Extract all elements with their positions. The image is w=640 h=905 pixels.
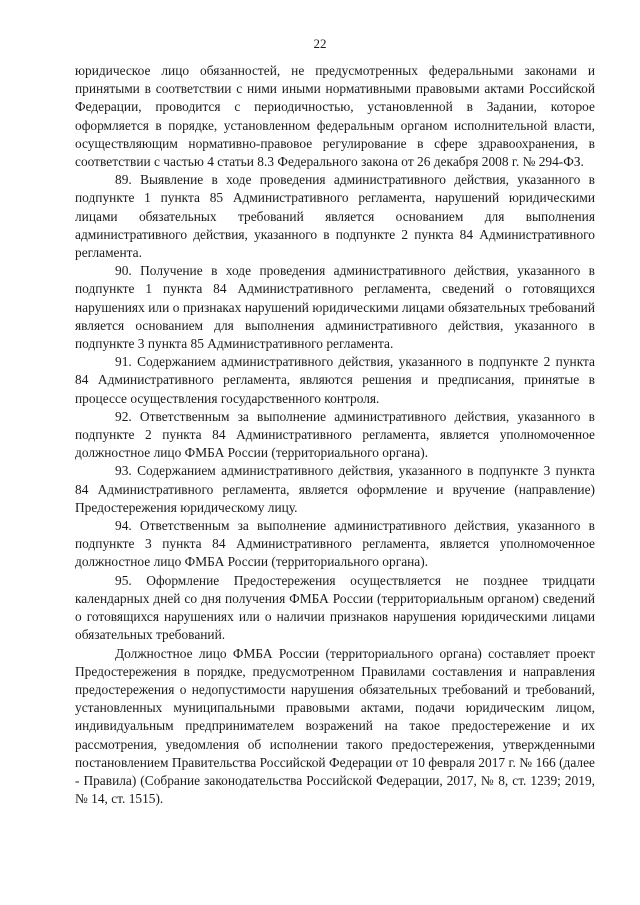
paragraph-93: 93. Содержанием административного действия, указанного в подпункте 3 пункта 84 Административного регламента, является оформление и вручение (направление) Предостережения юридическому лицу. (75, 463, 595, 515)
paragraph-95: 95. Оформление Предостережения осуществляется не позднее тридцати календарных дней со дня получения ФМБА России (территориальным органом) сведений о готовящихся нарушениях или о наличии признаков нарушения юридическими лицами обязательных требований. (75, 572, 595, 643)
paragraph-91: 91. Содержанием административного действия, указанного в подпункте 2 пункта 84 Административного регламента, являются решения и предписания, принятые в процессе осуществления государственного контроля. (75, 354, 595, 406)
paragraph-90: 90. Получение в ходе проведения административного действия, указанного в подпункте 1 пункта 84 Административного регламента, сведений о готовящихся нарушениях или о признаках нарушений юридическими лицами обязательных требований является основанием для выполнения административного действия, указанного в подпункте 3 пункта 85 Административного регламента. (75, 263, 595, 352)
page-number: 22 (313, 36, 327, 51)
paragraph-95-continued: Должностное лицо ФМБА России (территориального органа) составляет проект Предостережения в порядке, предусмотренном Правилами составления и направления предостережения о недопустимости нарушения обязательных требований и требований, установленных муниципальными правовыми актами, подачи юридическим лицом, индивидуальным предпринимателем возражений на такое предостережение и их рассмотрения, уведомления об исполнении такого предостережения, утвержденными постановлением Правительства Российской Федерации от 10 февраля 2017 г. № 166 (далее - Правила) (Собрание законодательства Российской Федерации, 2017, № 8, ст. 1239; 2019, № 14, ст. 1515). (75, 645, 595, 807)
paragraph-89: 89. Выявление в ходе проведения административного действия, указанного в подпункте 1 пункта 85 Административного регламента, нарушений юридическими лицами обязательных требований является основанием для выполнения административного действия, указанного в подпункте 2 пункта 84 Административного регламента. (75, 172, 595, 261)
paragraph-continuation: юридическое лицо обязанностей, не предусмотренных федеральными законами и принятыми в соответствии с ними иными нормативными правовыми актами Российской Федерации, проводится с периодичностью, установленной в Задании, которое оформляется в порядке, установленном федеральным органом исполнительной власти, осуществляющим нормативно-правовое регулирование в сфере здравоохранения, в соответствии с частью 4 статьи 8.3 Федерального закона от 26 декабря 2008 г. № 294-ФЗ. (75, 63, 595, 170)
paragraph-92: 92. Ответственным за выполнение административного действия, указанного в подпункте 2 пункта 84 Административного регламента, является уполномоченное должностное лицо ФМБА России (территориального органа). (75, 408, 595, 461)
document-body (75, 62, 595, 808)
paragraph-94: 94. Ответственным за выполнение административного действия, указанного в подпункте 3 пункта 84 Административного регламента, является уполномоченное должностное лицо ФМБА России (территориального органа). (75, 518, 595, 570)
